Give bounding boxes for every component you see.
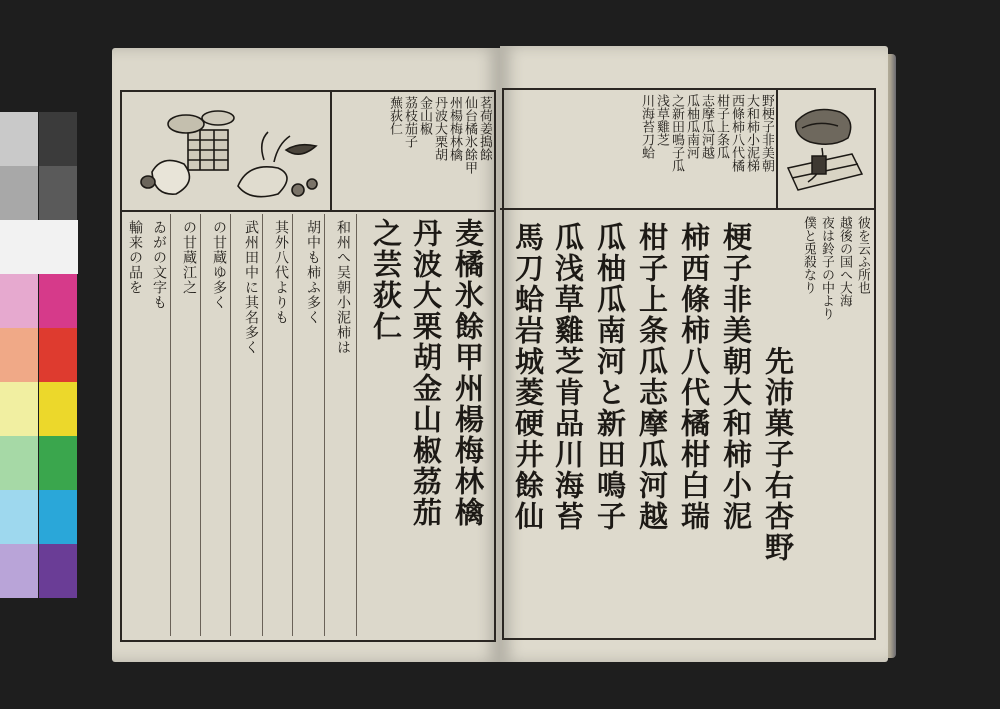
right-main-line-3: 柿西條柿八代橘柑白瑞 <box>677 222 711 532</box>
left-note-8: 輸来の品を <box>127 220 143 295</box>
right-note-3: 夜は鈴子の中より <box>819 216 834 320</box>
right-main-line-6: 瓜浅草雞芝肯品川海苔 <box>551 222 585 532</box>
right-main-line-2: 梗子非美朝大和柿小泥 <box>719 222 753 532</box>
left-main-line-3: 之芸荻仁 <box>369 218 403 342</box>
left-note-7: ゐがの文字も <box>151 220 167 310</box>
right-note-1: 彼を云ふ所也 <box>855 216 870 294</box>
left-page <box>112 48 500 662</box>
right-main-line-5: 瓜柚瓜南河と新田鳴子 <box>593 222 627 532</box>
right-header-text: 野梗子非美朝 大和柿小泥梯 西條柿八代橘 柑子上条瓜 志摩瓜河越 瓜柚瓜南河 之新田鳴子瓜 浅草雞芝 川海苔刀蛤 <box>639 94 774 172</box>
left-note-3: 其外八代よりも <box>273 220 289 325</box>
right-note-4: 僕と兎殺なり <box>801 216 816 294</box>
right-main-line-7: 馬刀蛤岩城菱硬井餘仙 <box>511 222 545 532</box>
right-main-line-1: 先沛菓子右杏野 <box>761 346 795 563</box>
kitchen-utensils-illustration <box>782 98 870 204</box>
left-note-5: の甘蔵ゆ多く <box>211 220 227 310</box>
color-checker <box>0 112 78 600</box>
left-note-2: 胡中も柿ふ多く <box>305 220 321 325</box>
left-note-4: 武州田中に其名多く <box>243 220 259 355</box>
right-note-2: 越後の国へ大海 <box>837 216 852 307</box>
right-main-line-4: 柑子上条瓜志摩瓜河越 <box>635 222 669 532</box>
left-main-line-1: 麦橘氷餘甲州楊梅林檎 <box>451 218 485 528</box>
vegetable-basket-illustration <box>128 102 328 206</box>
left-note-6: の甘蔵江之 <box>181 220 197 295</box>
left-header-text: 茗荷姜搗餘 仙台橘氷餘甲 州楊梅林檎 丹波大栗胡 金山椒 茘枝茄子 蕪荻仁 <box>387 96 492 174</box>
open-book <box>112 46 894 666</box>
left-note-1: 和州へ吴朝小泥柿は <box>335 220 351 355</box>
left-main-line-2: 丹波大栗胡金山椒茘茄 <box>409 218 443 528</box>
right-page <box>500 46 888 662</box>
